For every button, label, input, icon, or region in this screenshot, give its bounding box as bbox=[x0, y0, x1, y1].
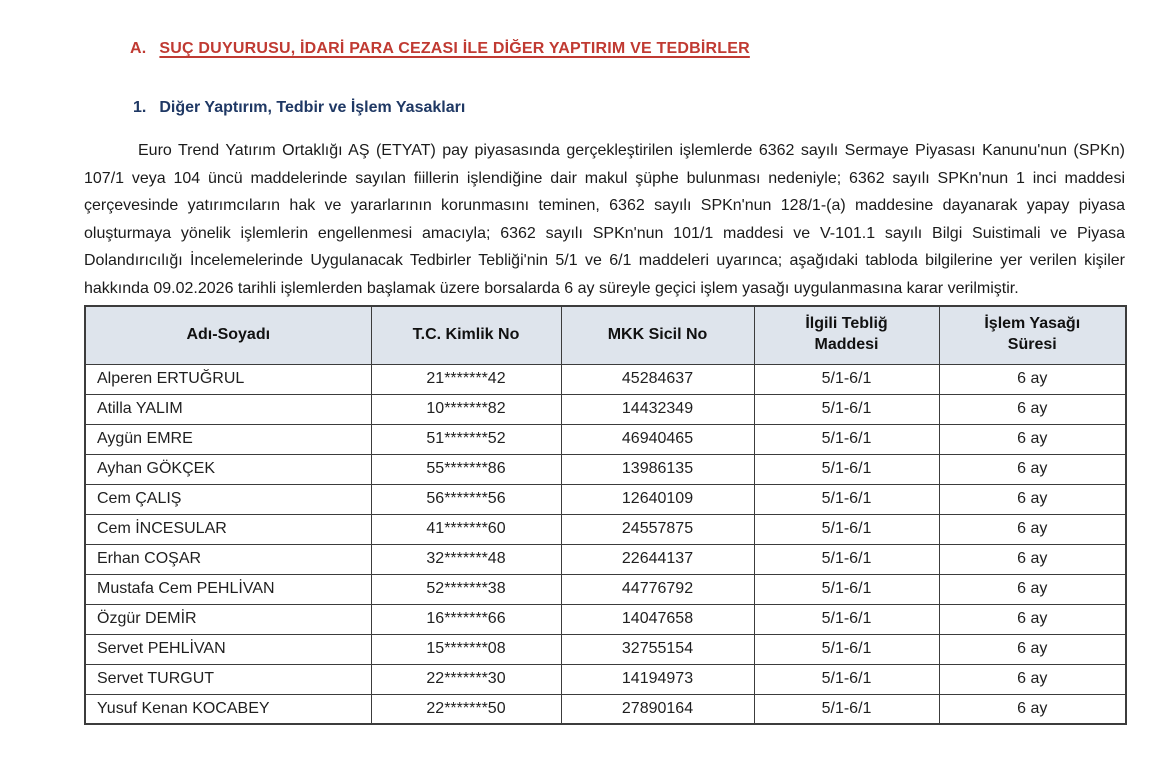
cell-teblig: 5/1-6/1 bbox=[754, 484, 939, 514]
section-heading-text: Diğer Yaptırım, Tedbir ve İşlem Yasakları bbox=[159, 99, 466, 116]
cell-mkk-no: 44776792 bbox=[561, 574, 754, 604]
cell-name: Özgür DEMİR bbox=[85, 604, 371, 634]
cell-name: Servet TURGUT bbox=[85, 664, 371, 694]
col-header-tc-no: T.C. Kimlik No bbox=[371, 306, 561, 364]
table-row bbox=[85, 604, 1126, 634]
table-row bbox=[85, 454, 1126, 484]
cell-tc-no: 22*******30 bbox=[371, 664, 561, 694]
cell-teblig: 5/1-6/1 bbox=[754, 424, 939, 454]
cell-mkk-no: 27890164 bbox=[561, 694, 754, 724]
cell-mkk-no: 12640109 bbox=[561, 484, 754, 514]
cell-sure: 6 ay bbox=[939, 424, 1126, 454]
cell-sure: 6 ay bbox=[939, 604, 1126, 634]
cell-teblig: 5/1-6/1 bbox=[754, 394, 939, 424]
cell-teblig: 5/1-6/1 bbox=[754, 604, 939, 634]
cell-teblig: 5/1-6/1 bbox=[754, 664, 939, 694]
cell-tc-no: 15*******08 bbox=[371, 634, 561, 664]
cell-mkk-no: 14047658 bbox=[561, 604, 754, 634]
col-header-name: Adı-Soyadı bbox=[85, 306, 371, 364]
cell-mkk-no: 45284637 bbox=[561, 364, 754, 394]
table-row bbox=[85, 364, 1126, 394]
cell-name: Yusuf Kenan KOCABEY bbox=[85, 694, 371, 724]
cell-sure: 6 ay bbox=[939, 664, 1126, 694]
cell-teblig: 5/1-6/1 bbox=[754, 634, 939, 664]
cell-sure: 6 ay bbox=[939, 484, 1126, 514]
cell-name: Alperen ERTUĞRUL bbox=[85, 364, 371, 394]
section-heading bbox=[133, 99, 1125, 117]
cell-name: Erhan COŞAR bbox=[85, 544, 371, 574]
table-row bbox=[85, 394, 1126, 424]
cell-tc-no: 10*******82 bbox=[371, 394, 561, 424]
table-body bbox=[85, 364, 1126, 724]
cell-name: Cem İNCESULAR bbox=[85, 514, 371, 544]
main-heading bbox=[130, 40, 1125, 58]
cell-tc-no: 41*******60 bbox=[371, 514, 561, 544]
table-row bbox=[85, 514, 1126, 544]
table-header-row bbox=[85, 306, 1126, 364]
cell-tc-no: 52*******38 bbox=[371, 574, 561, 604]
cell-teblig: 5/1-6/1 bbox=[754, 694, 939, 724]
cell-tc-no: 22*******50 bbox=[371, 694, 561, 724]
cell-mkk-no: 46940465 bbox=[561, 424, 754, 454]
table-row bbox=[85, 574, 1126, 604]
cell-sure: 6 ay bbox=[939, 634, 1126, 664]
sanctions-table bbox=[84, 305, 1127, 725]
table-header bbox=[85, 306, 1126, 364]
cell-mkk-no: 13986135 bbox=[561, 454, 754, 484]
cell-tc-no: 56*******56 bbox=[371, 484, 561, 514]
cell-teblig: 5/1-6/1 bbox=[754, 454, 939, 484]
cell-teblig: 5/1-6/1 bbox=[754, 364, 939, 394]
cell-tc-no: 51*******52 bbox=[371, 424, 561, 454]
cell-tc-no: 21*******42 bbox=[371, 364, 561, 394]
cell-tc-no: 32*******48 bbox=[371, 544, 561, 574]
cell-teblig: 5/1-6/1 bbox=[754, 544, 939, 574]
cell-name: Ayhan GÖKÇEK bbox=[85, 454, 371, 484]
cell-tc-no: 55*******86 bbox=[371, 454, 561, 484]
cell-name: Atilla YALIM bbox=[85, 394, 371, 424]
cell-teblig: 5/1-6/1 bbox=[754, 514, 939, 544]
cell-mkk-no: 22644137 bbox=[561, 544, 754, 574]
cell-name: Mustafa Cem PEHLİVAN bbox=[85, 574, 371, 604]
table-row bbox=[85, 424, 1126, 454]
cell-name: Servet PEHLİVAN bbox=[85, 634, 371, 664]
cell-teblig: 5/1-6/1 bbox=[754, 574, 939, 604]
cell-sure: 6 ay bbox=[939, 694, 1126, 724]
cell-mkk-no: 24557875 bbox=[561, 514, 754, 544]
cell-sure: 6 ay bbox=[939, 574, 1126, 604]
cell-name: Aygün EMRE bbox=[85, 424, 371, 454]
body-paragraph: Euro Trend Yatırım Ortaklığı AŞ (ETYAT) pay piyasasında gerçekleştirilen işlemlerde 6362 sayılı Sermaye Piyasası Kanunu'nun (SPKn) 107/1 veya 104 üncü maddelerinde sayılan fiillerin işlendiğine dair makul şüphe bulunması nedeniyle; 6362 sayılı SPKn'nun 1 inci maddesi çerçevesinde yatırımcıların hak ve yararlarının korunmasını teminen, 6362 sayılı SPKn'nun 128/1-(a) maddesine dayanarak yapay piyasa oluşturmaya yönelik işlemlerin engellenmesi amacıyla; 6362 sayılı SPKn'nun 101/1 maddesi ve V-101.1 sayılı Bilgi Suistimali ve Piyasa Dolandırıcılığı İncelemelerinde Uygulanacak Tedbirler Tebliği'nin 5/1 ve 6/1 maddeleri uyarınca; aşağıdaki tabloda bilgilerine yer verilen kişiler hakkında 09.02.2026 tarihli işlemlerden başlamak üzere borsalarda 6 ay süreyle geçici işlem yasağı uygulanmasına karar verilmiştir. bbox=[84, 142, 1125, 297]
cell-sure: 6 ay bbox=[939, 544, 1126, 574]
cell-sure: 6 ay bbox=[939, 454, 1126, 484]
table-row bbox=[85, 694, 1126, 724]
table-row bbox=[85, 664, 1126, 694]
table-row bbox=[85, 634, 1126, 664]
col-header-teblig: İlgili Tebliğ Maddesi bbox=[754, 306, 939, 364]
cell-sure: 6 ay bbox=[939, 364, 1126, 394]
cell-name: Cem ÇALIŞ bbox=[85, 484, 371, 514]
cell-mkk-no: 14194973 bbox=[561, 664, 754, 694]
cell-sure: 6 ay bbox=[939, 394, 1126, 424]
cell-sure: 6 ay bbox=[939, 514, 1126, 544]
col-header-sure: İşlem Yasağı Süresi bbox=[939, 306, 1126, 364]
col-header-mkk-no: MKK Sicil No bbox=[561, 306, 754, 364]
cell-mkk-no: 14432349 bbox=[561, 394, 754, 424]
table-row bbox=[85, 544, 1126, 574]
table-row bbox=[85, 484, 1126, 514]
cell-tc-no: 16*******66 bbox=[371, 604, 561, 634]
main-heading-number: A. bbox=[130, 40, 147, 57]
main-heading-text: SUÇ DUYURUSU, İDARİ PARA CEZASI İLE DİĞER YAPTIRIM VE TEDBİRLER bbox=[159, 40, 750, 57]
cell-mkk-no: 32755154 bbox=[561, 634, 754, 664]
section-heading-number: 1. bbox=[133, 99, 147, 116]
